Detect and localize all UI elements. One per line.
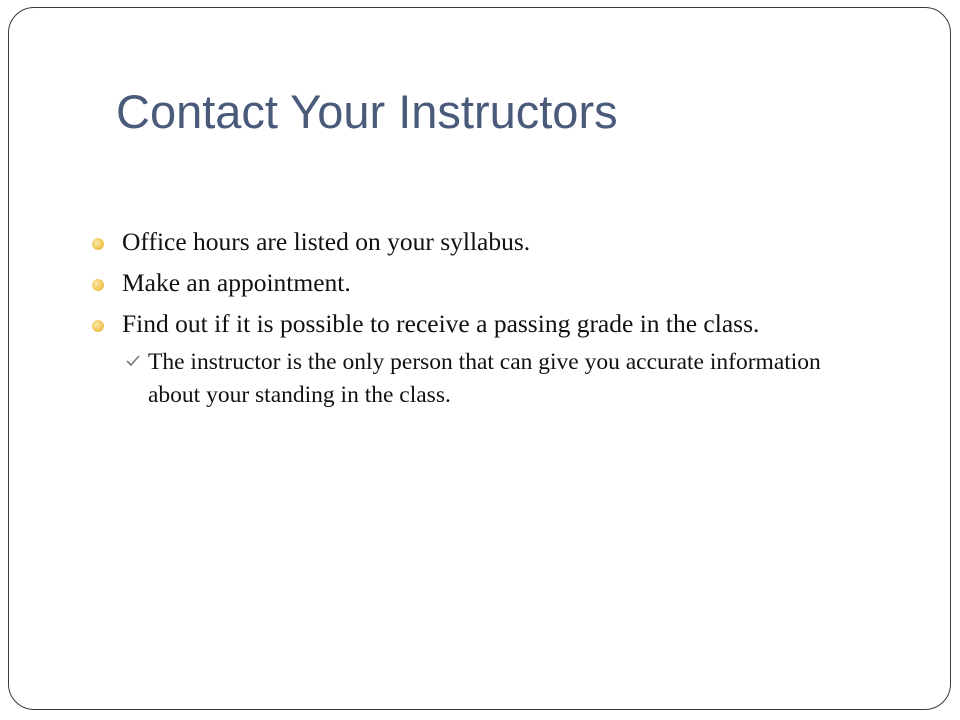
bullet-dot-icon: [92, 320, 104, 332]
bullet-item: [91, 267, 871, 299]
checkmark-icon: [126, 354, 140, 368]
bullet-dot-icon: [92, 238, 104, 250]
bullet-text: Make an appointment.: [122, 268, 351, 297]
bullet-item: [91, 308, 871, 412]
sub-bullet-list: [122, 346, 871, 412]
bullet-list: [91, 226, 871, 421]
bullet-text: Find out if it is possible to receive a passing grade in the class.: [122, 309, 760, 338]
bullet-text: Office hours are listed on your syllabus.: [122, 227, 531, 256]
bullet-item: [91, 226, 871, 258]
sub-bullet-text: The instructor is the only person that can give you accurate information about your standing in the class.: [148, 349, 821, 408]
slide-title: Contact Your Instructors: [116, 85, 618, 138]
slide-frame: [8, 7, 951, 710]
bullet-dot-icon: [92, 279, 104, 291]
sub-bullet-item: [118, 346, 871, 412]
